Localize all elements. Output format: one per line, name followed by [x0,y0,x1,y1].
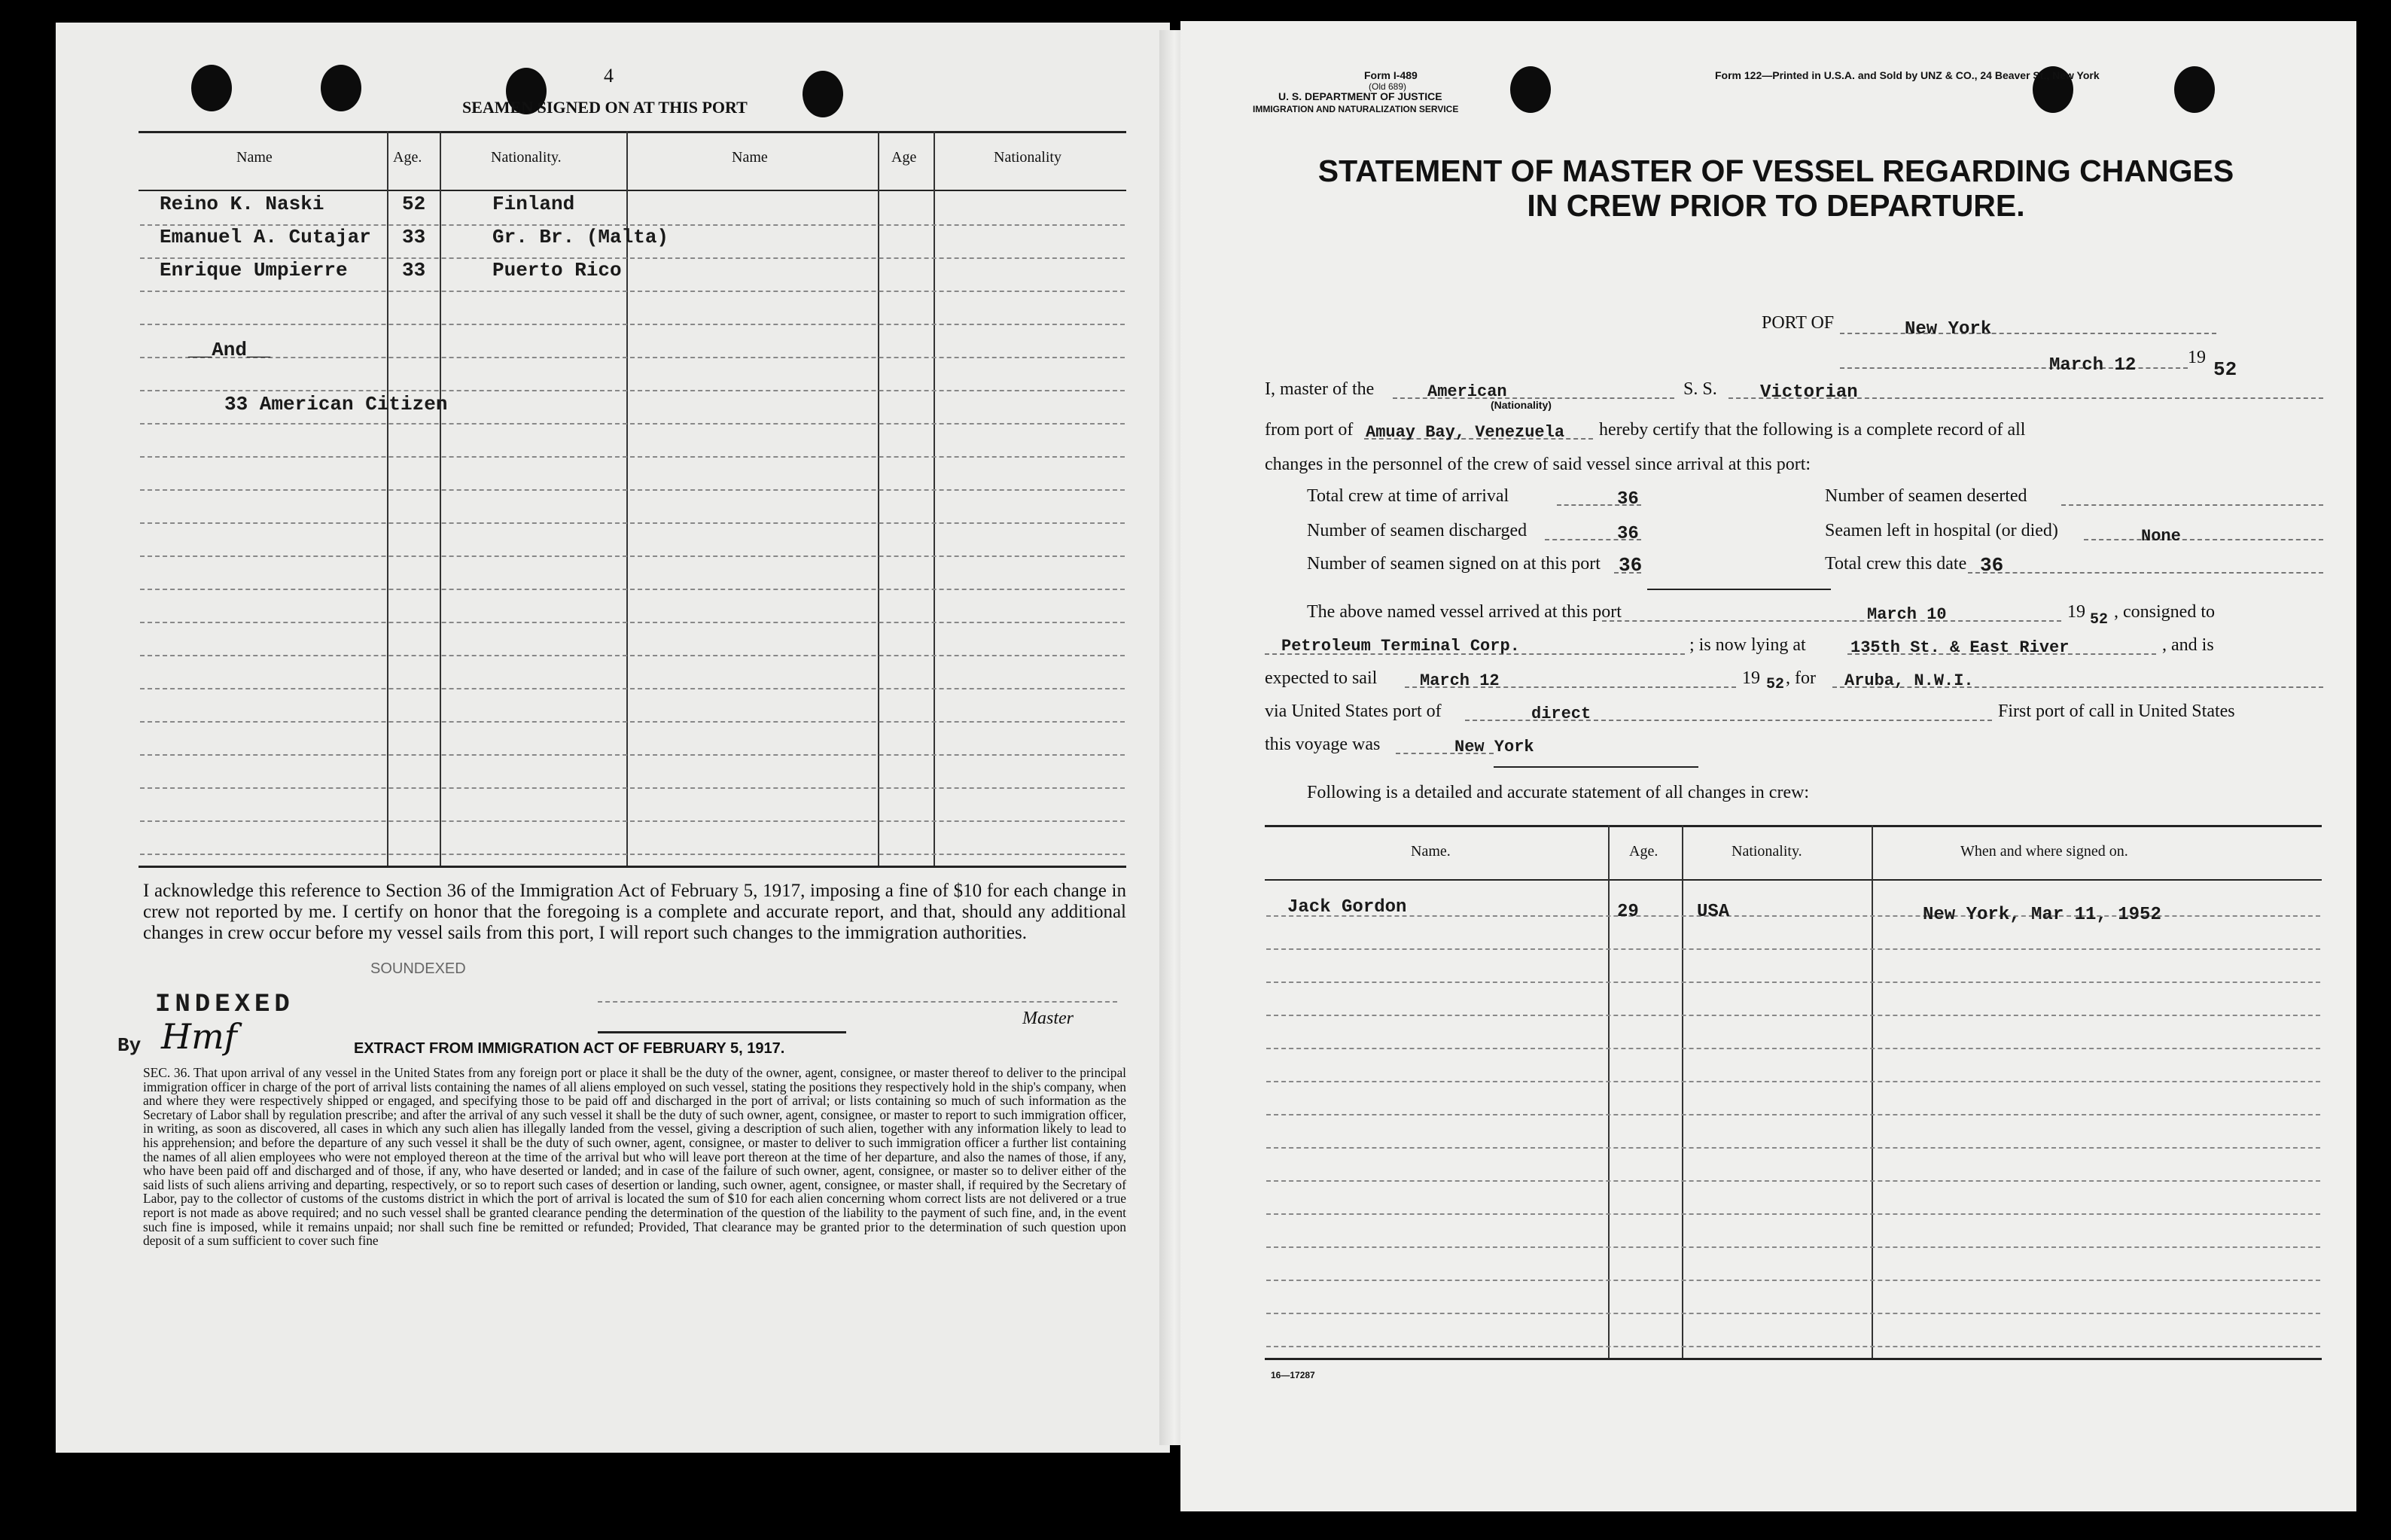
seaman-nationality: Puerto Rico [492,259,622,282]
col-header-name: Name. [1411,843,1451,860]
form-old: (Old 689) [1369,81,1407,92]
signed-on-label: Number of seamen signed on at this port [1307,554,1601,574]
voyage-label: this voyage was [1265,735,1381,754]
lying-label: ; is now lying at [1689,635,1806,655]
col-header-name-2: Name [732,149,768,166]
indexed-stamp: INDEXED [155,991,294,1019]
certify-text: hereby certify that the following is a complete record of all [1599,420,2026,440]
col-header-nationality-2: Nationality [994,149,1061,166]
initials-signature: Hmf [161,1016,237,1057]
via-label: via United States port of [1265,702,1442,721]
following-label: Following is a detailed and accurate statement of all changes in crew: [1307,783,1810,802]
first-port-label: First port of call in United States [1998,702,2235,721]
expected-year: 52 [1766,676,1785,693]
for-value: Aruba, N.W.I. [1844,671,1974,690]
for-label: , for [1786,668,1816,688]
hospital-value: None [2141,527,2181,546]
consigned-label: , consigned to [2114,602,2215,622]
port-of-value: New York [1905,319,1992,339]
master-label: Master [1022,1009,1074,1028]
total-arrival-value: 36 [1617,489,1639,510]
seaman-nationality: Gr. Br. (Malta) [492,226,669,248]
col-header-age-2: Age [891,149,917,166]
from-port-value: Amuay Bay, Venezuela [1366,423,1565,442]
lying-value: 135th St. & East River [1850,638,2070,657]
extract-text: SEC. 36. That upon arrival of any vessel in the United States from any foreign port or place it shall be the duty of the owner, agent, consignee, or master thereof to deliver to the principal immigration officer in charge of the port of arrival lists containing the names of all aliens employed on such vessel, stating the positions they respectively hold in the ship's company, when and where they were respectively shipped or engaged, and specifying those to be paid off and discharged in the port of arrival; or lists containing so much of such information as the Secretary of Labor shall by regulation prescribe; and after the arrival of any such vessel it shall be the duty of such owner, agent, consignee, or master to report to such immigration officer, in writing, as soon as discovered, all cases in which any such alien has illegally landed from the vessel, giving a description of such alien, together with any information likely to lead to his apprehension; and before the departure of any such vessel it shall be the duty of such owner, agent, consignee, or master to deliver to such immigration officer a further list containing the names of all alien employees who were not employed thereon at the time of the arrival but who will leave port thereon at the time of her departure, and also the names of those, if any, who have been paid off and discharged and of those, if any, who have deserted or landed; and in case of the failure of such owner, agent, consignee, or master so to deliver either of the said lists of such aliens arriving and departing, respectively, or so to report such cases of desertion or landing, such owner, agent, consignee, or master shall, if required by the Secretary of Labor, pay to the collector of customs of the customs district in which the port of arrival is located the sum of $10 for each alien concerning whom correct lists are not delivered or a true report is not made as above required; and no such vessel shall be granted clearance pending the determination of the question of the liability to the payment of such fine, and, in the event such fine is imposed, while it remains unpaid; nor shall such fine be remitted or refunded; Provided, That clearance may be granted prior to the determination of such question upon deposit of a sum sufficient to cover such fine [143,1065,1126,1249]
form-title-line1: STATEMENT OF MASTER OF VESSEL REGARDING CHANGES [1317,154,2234,188]
col-header-nationality: Nationality. [491,149,562,166]
master-of-label: I, master of the [1265,379,1375,399]
citizen-note: 33 American Citizen [224,393,448,415]
seaman-age: 33 [402,259,426,282]
footer-code: 16—17287 [1271,1370,1315,1380]
department-name: U. S. DEPARTMENT OF JUSTICE [1278,90,1442,102]
date-value: March 12 [2049,355,2137,376]
via-value: direct [1531,705,1591,723]
right-page: Form I-489 (Old 689) U. S. DEPARTMENT OF JUSTICE IMMIGRATION AND NATURALIZATION SERVICE Form 122—Printed in U.S.A. and Sold by UNZ & CO., 24 Beaver St., New York STATEMENT OF MASTER OF VESSEL REGARDING CHANGES IN CREW PRIOR TO DEPARTURE. PORT OF New York March 12 19 52 I, master of the American (Nationality) S. S. Victorian from port of Amuay Bay, Venezuela hereby certify that the following is a complete record of all changes in the personnel of the crew of said vessel since arrival at this port: Total crew at time of arrival 36 Number of seamen discharged 36 Number of seamen signed on at this port 36 Number of seamen deserted Seamen left in hospital (or died) None Total crew this date 36 The above named vessel arrived at this port March 10 19 52 , consigned to Petroleum Terminal Corp. ; is now lying at 135th St. & East River , and is expected to sail March 12 19 52 , for Aruba, N.W.I. via United States port of direct First port of call in United States this voyage was New York Following is a detailed and accurate statement of all changes in crew: Name. Age. Nationality. When and where signed on. Jack Gordon 29 USA New York, Mar 11, 1952 16—17287 [1180,21,2356,1511]
col-header-when-where: When and where signed on. [1960,843,2128,860]
punch-hole [803,71,843,117]
voyage-value: New York [1454,738,1534,756]
arrived-value: March 10 [1867,605,1947,624]
seaman-name: Reino K. Naski [160,193,324,215]
nationality-value: American [1427,382,1507,401]
seaman-age: 52 [402,193,426,215]
consignee-value: Petroleum Terminal Corp. [1281,637,1520,656]
section-title: SEAMEN SIGNED ON AT THIS PORT [462,98,748,117]
punch-hole [2174,66,2215,113]
crew-when-where: New York, Mar 11, 1952 [1923,905,2161,925]
col-header-age: Age. [393,149,422,166]
punch-hole [191,65,232,111]
seaman-age: 33 [402,226,426,248]
total-date-value: 36 [1980,554,2004,577]
signed-on-value: 36 [1619,554,1643,577]
hospital-label: Seamen left in hospital (or died) [1825,521,2058,540]
printer-imprint: Form 122—Printed in U.S.A. and Sold by UNZ & CO., 24 Beaver St., New York [1715,69,2100,81]
ss-value: Victorian [1760,382,1858,403]
crew-age: 29 [1617,902,1639,922]
discharged-value: 36 [1617,524,1639,544]
form-number: Form I-489 [1364,69,1418,81]
expected-label: expected to sail [1265,668,1378,688]
total-date-label: Total crew this date [1825,554,1967,574]
port-of-label: PORT OF [1762,313,1835,333]
year-prefix: 19 [2188,348,2206,367]
acknowledgement-text: I acknowledge this reference to Section 36 of the Immigration Act of February 5, 1917, imposing a fine of $10 for each change in crew not reported by me. I certify on honor that the foregoing is a complete and accurate report, and that, should any additional changes in crew occur before my vessel sails from this port, I will report such changes to the immigration authorities. [143,881,1126,943]
extract-title: EXTRACT FROM IMMIGRATION ACT OF FEBRUARY 5, 1917. [354,1040,785,1057]
crew-name: Jack Gordon [1287,897,1407,918]
left-page [56,23,1170,1453]
from-port-label: from port of [1265,420,1354,440]
deserted-label: Number of seamen deserted [1825,486,2027,506]
form-title-line2: IN CREW PRIOR TO DEPARTURE. [1527,188,2025,223]
soundexed-stamp: SOUNDEXED [370,960,466,977]
arrived-year-prefix: 19 [2067,602,2085,622]
discharged-label: Number of seamen discharged [1307,521,1527,540]
arrived-label: The above named vessel arrived at this port [1307,602,1622,622]
total-arrival-label: Total crew at time of arrival [1307,486,1509,506]
changes-text: changes in the personnel of the crew of said vessel since arrival at this port: [1265,455,1811,474]
and-is-label: , and is [2162,635,2214,655]
seaman-nationality: Finland [492,193,575,215]
and-note: __And__ [188,339,271,361]
punch-hole [321,65,361,111]
year-value: 52 [2213,358,2237,381]
punch-hole [1510,66,1551,113]
expected-value: March 12 [1420,671,1500,690]
col-header-name: Name [236,149,273,166]
seaman-name: Enrique Umpierre [160,259,348,282]
by-stamp: By [117,1034,142,1057]
crew-nationality: USA [1697,902,1730,922]
seaman-name: Emanuel A. Cutajar [160,226,371,248]
arrived-year: 52 [2090,611,2109,628]
service-name: IMMIGRATION AND NATURALIZATION SERVICE [1253,104,1459,114]
ss-label: S. S. [1683,379,1717,399]
col-header-nationality: Nationality. [1732,843,1802,860]
nationality-caption: (Nationality) [1491,399,1552,411]
page-number: 4 [604,65,614,87]
col-header-age: Age. [1629,843,1658,860]
